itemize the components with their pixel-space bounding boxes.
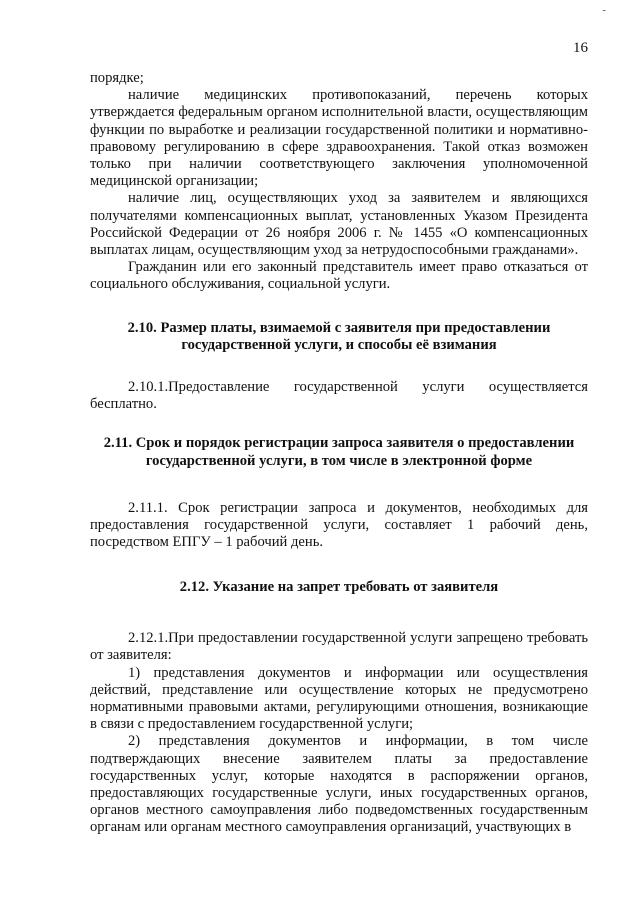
list-item-1: 1) представления документов и информации или осуществления действий, представление или осуществление которых не предусмотрено нормативными правовыми актами, регулирующими отношения, возникающие в связи с предоставлением государственной услуги; bbox=[90, 664, 588, 733]
paragraph-continuation: порядке; bbox=[90, 70, 144, 86]
paragraph-refusal-right: Гражданин или его законный представитель имеет право отказаться от социального обслуживания, социальной услуги. bbox=[90, 259, 588, 293]
paragraph-2-12-1: 2.12.1.При предоставлении государственной услуги запрещено требовать от заявителя: bbox=[90, 630, 588, 664]
paragraph-caregivers: наличие лиц, осуществляющих уход за заявителем и являющихся получателями компенсационных выплат, установленных Указом Президента Российской Федерации от 26 ноября 2006 г. № 1455 «О компенсационных выплатах лицам, осуществляющим уход за нетрудоспособными гражданами». bbox=[90, 190, 588, 259]
paragraph-2-11-1: 2.11.1. Срок регистрации запроса и документов, необходимых для предоставления государственной услуги, составляет 1 рабочий день, посредством ЕПГУ – 1 рабочий день. bbox=[90, 500, 588, 551]
corner-mark: - bbox=[602, 4, 606, 16]
document-body bbox=[90, 70, 588, 837]
page-number: 16 bbox=[573, 40, 588, 56]
section-heading-2-12: 2.12. Указание на запрет требовать от заявителя bbox=[179, 578, 499, 595]
paragraph-contraindications: наличие медицинских противопоказаний, перечень которых утверждается федеральным органом исполнительной власти, осуществляющим функции по выработке и реализации государственной политики и нормативно-правовому регулированию в сфере здравоохранения. Такой отказ возможен только при наличии соответствующего заключения уполномоченной медицинской организации; bbox=[90, 87, 588, 190]
section-heading-2-11: 2.11. Срок и порядок регистрации запроса заявителя о предоставлении государственной услуги, в том числе в электронной форме bbox=[103, 435, 575, 469]
list-item-2: 2) представления документов и информации, в том числе подтверждающих внесение заявителем платы за предоставление государственных услуг, которые находятся в распоряжении органов, предоставляющих государственные услуги, иных государственных органов, органов местного самоуправления либо подведомственных государственным органам или органам местного самоуправления организаций, участвующих в bbox=[90, 733, 588, 836]
section-heading-2-10: 2.10. Размер платы, взимаемой с заявителя при предоставлении государственной услуги, и способы её взимания bbox=[127, 319, 551, 354]
paragraph-2-10-1: 2.10.1.Предоставление государственной услуги осуществляется бесплатно. bbox=[90, 378, 588, 412]
